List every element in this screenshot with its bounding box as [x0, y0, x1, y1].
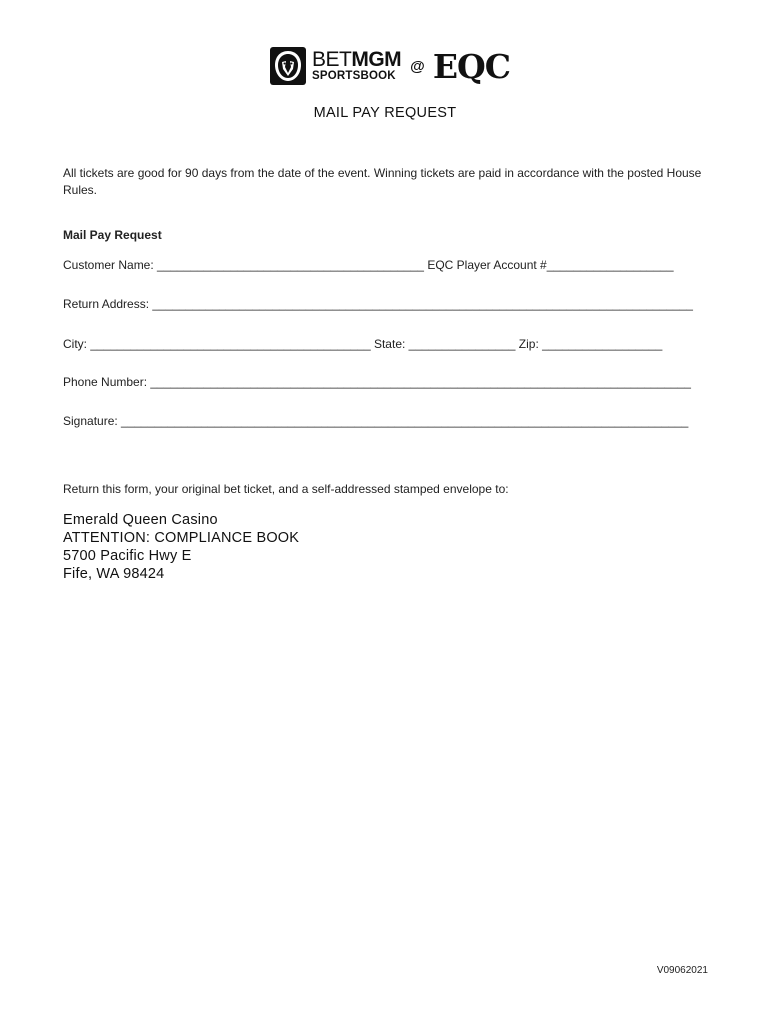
city-state-zip-field[interactable]: City: __________________________________________ State: ________________ Zip: __________________ — [63, 337, 663, 351]
return-instructions: Return this form, your original bet ticket, and a self-addressed stamped envelope to: — [63, 482, 509, 496]
intro-text: All tickets are good for 90 days from the date of the event. Winning tickets are paid in accordance with the posted House Rules. — [63, 166, 702, 197]
eqc-logo: EQC — [432, 46, 510, 86]
brand-bet: BET — [312, 48, 352, 72]
brand-sub: SPORTSBOOK — [312, 70, 396, 83]
phone-number-field[interactable]: Phone Number: _________________________________________________________________________________ — [63, 375, 691, 389]
signature-field[interactable]: Signature: _____________________________________________________________________________________ — [63, 414, 689, 428]
address-line-4: Fife, WA 98424 — [63, 566, 165, 582]
lion-head-icon — [270, 47, 306, 85]
brand-mgm: MGM — [351, 48, 402, 72]
version-code: V09062021 — [656, 965, 708, 976]
address-line-1: Emerald Queen Casino — [63, 512, 218, 528]
betmgm-wordmark — [312, 49, 401, 83]
section-heading: Mail Pay Request — [63, 228, 162, 242]
customer-name-field[interactable]: Customer Name: ________________________________________ EQC Player Account #___________________ — [63, 258, 674, 272]
mailing-address — [63, 511, 299, 583]
at-sign: @ — [410, 57, 425, 75]
return-address-field[interactable]: Return Address: _________________________________________________________________________________ — [63, 297, 693, 311]
header-logo — [270, 44, 510, 88]
address-line-3: 5700 Pacific Hwy E — [63, 548, 192, 564]
page-title: MAIL PAY REQUEST — [313, 105, 457, 121]
address-line-2: ATTENTION: COMPLIANCE BOOK — [63, 530, 300, 546]
